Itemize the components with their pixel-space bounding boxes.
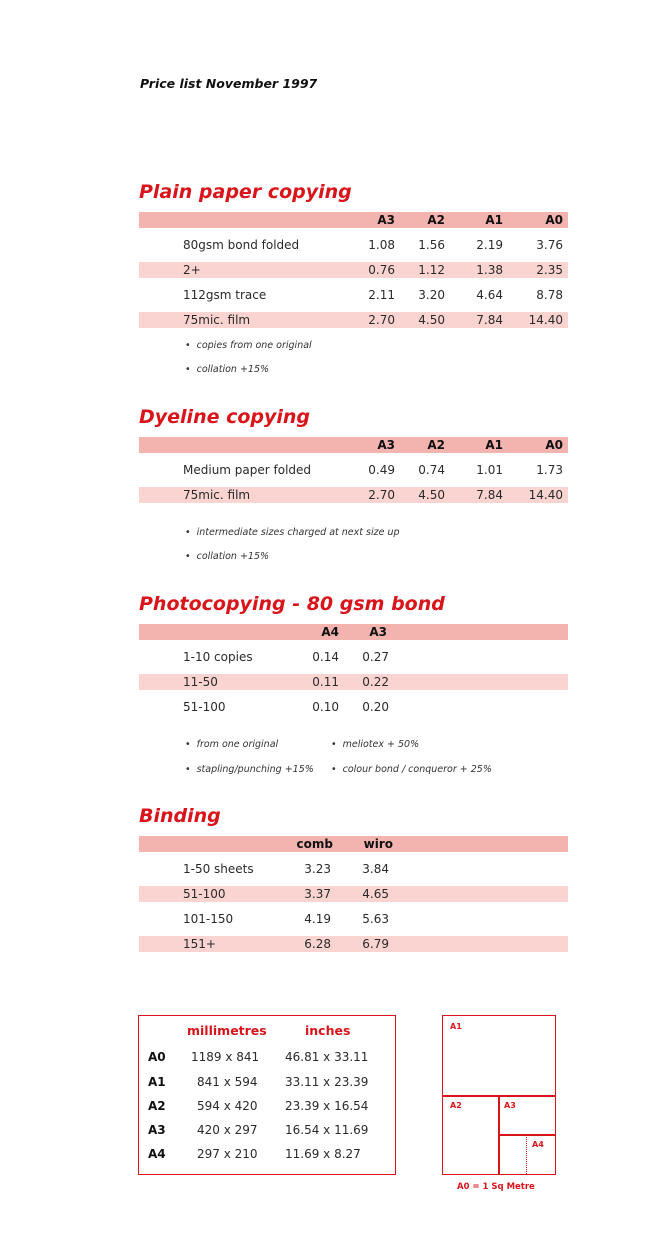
- table-row: [139, 287, 568, 303]
- cell-value: 0.76: [368, 263, 395, 277]
- table-row: [139, 312, 568, 328]
- cell-value: 1.38: [476, 263, 503, 277]
- section-title-photocopying: Photocopying - 80 gsm bond: [139, 593, 445, 615]
- binding-table: [139, 836, 568, 952]
- table-header: [139, 212, 568, 228]
- cell-value: 2.70: [368, 313, 395, 327]
- size-mm: 841 x 594: [197, 1075, 258, 1089]
- dyeline-table: [139, 437, 568, 503]
- size-label: A2: [148, 1099, 166, 1113]
- paper-sizes-box: [138, 1015, 396, 1175]
- note: • intermediate sizes charged at next size up: [185, 527, 400, 538]
- table-row: [139, 262, 568, 278]
- note: • stapling/punching +15%: [185, 764, 314, 775]
- col-header: wiro: [363, 837, 393, 851]
- cell-value: 3.76: [536, 238, 563, 252]
- note: • from one original: [185, 739, 278, 750]
- cell-value: 0.10: [312, 700, 339, 714]
- cell-value: 0.74: [418, 463, 445, 477]
- a-series-diagram: [442, 1015, 556, 1175]
- cell-value: 1.12: [418, 263, 445, 277]
- note: • copies from one original: [185, 340, 312, 351]
- cell-value: 5.63: [362, 912, 389, 926]
- col-header: A3: [377, 213, 395, 227]
- col-header: A3: [377, 438, 395, 452]
- table-row: [139, 911, 568, 927]
- cell-value: 0.11: [312, 675, 339, 689]
- size-inches: 16.54 x 11.69: [285, 1123, 369, 1137]
- size-row: [139, 1049, 395, 1065]
- cell-value: 14.40: [528, 313, 563, 327]
- cell-value: 3.84: [362, 862, 389, 876]
- cell-value: 0.14: [312, 650, 339, 664]
- size-mm: 1189 x 841: [191, 1050, 260, 1064]
- cell-value: 3.20: [418, 288, 445, 302]
- size-inches: 46.81 x 33.11: [285, 1050, 369, 1064]
- cell-value: 0.27: [362, 650, 389, 664]
- section-title-binding: Binding: [139, 805, 221, 827]
- row-label: 75mic. film: [183, 488, 251, 502]
- section-title-dyeline: Dyeline copying: [139, 406, 311, 428]
- label-a4: A4: [532, 1140, 544, 1149]
- size-row: [139, 1122, 395, 1138]
- size-row: [139, 1074, 395, 1090]
- size-mm: 594 x 420: [197, 1099, 258, 1113]
- cell-value: 7.84: [476, 313, 503, 327]
- table-row: [139, 487, 568, 503]
- table-row: [139, 237, 568, 253]
- section-title-plain: Plain paper copying: [139, 181, 352, 203]
- size-label: A1: [148, 1075, 166, 1089]
- col-header: A3: [369, 625, 387, 639]
- cell-value: 8.78: [536, 288, 563, 302]
- table-row: [139, 674, 568, 690]
- col-header: A0: [545, 213, 563, 227]
- diagram-caption: A0 = 1 Sq Metre: [457, 1182, 535, 1192]
- col-header: A1: [485, 438, 503, 452]
- page-header: Price list November 1997: [140, 76, 318, 91]
- cell-value: 4.19: [304, 912, 331, 926]
- col-header: A2: [427, 213, 445, 227]
- row-label: 1-50 sheets: [183, 862, 254, 876]
- cell-value: 0.20: [362, 700, 389, 714]
- note: • collation +15%: [185, 364, 269, 375]
- size-row: [139, 1146, 395, 1162]
- cell-value: 2.70: [368, 488, 395, 502]
- cell-value: 4.50: [418, 488, 445, 502]
- note: • meliotex + 50%: [331, 739, 419, 750]
- table-header: [139, 836, 568, 852]
- cell-value: 2.19: [476, 238, 503, 252]
- size-row: [139, 1098, 395, 1114]
- table-row: [139, 462, 568, 478]
- size-mm: 420 x 297: [197, 1123, 258, 1137]
- size-inches: 23.39 x 16.54: [285, 1099, 369, 1113]
- table-row: [139, 886, 568, 902]
- row-label: 51-100: [183, 700, 226, 714]
- cell-value: 4.64: [476, 288, 503, 302]
- cell-value: 4.50: [418, 313, 445, 327]
- size-inches: 33.11 x 23.39: [285, 1075, 369, 1089]
- cell-value: 6.79: [362, 937, 389, 951]
- table-row: [139, 861, 568, 877]
- cell-value: 1.73: [536, 463, 563, 477]
- table-header: [139, 437, 568, 453]
- cell-value: 1.01: [476, 463, 503, 477]
- cell-value: 4.65: [362, 887, 389, 901]
- cell-value: 6.28: [304, 937, 331, 951]
- inches-header: inches: [305, 1023, 351, 1038]
- cell-value: 0.22: [362, 675, 389, 689]
- size-label: A4: [148, 1147, 166, 1161]
- col-header: A1: [485, 213, 503, 227]
- row-label: 51-100: [183, 887, 226, 901]
- cell-value: 3.37: [304, 887, 331, 901]
- col-header: A2: [427, 438, 445, 452]
- row-label: 11-50: [183, 675, 218, 689]
- table-row: [139, 936, 568, 952]
- millimetres-header: millimetres: [187, 1023, 267, 1038]
- photocopying-table: [139, 624, 568, 715]
- label-a1: A1: [450, 1022, 462, 1031]
- row-label: 1-10 copies: [183, 650, 253, 664]
- table-row: [139, 649, 568, 665]
- table-row: [139, 699, 568, 715]
- size-label: A3: [148, 1123, 166, 1137]
- row-label: 151+: [183, 937, 216, 951]
- cell-value: 2.11: [368, 288, 395, 302]
- row-label: 2+: [183, 263, 201, 277]
- cell-value: 2.35: [536, 263, 563, 277]
- note: • collation +15%: [185, 551, 269, 562]
- row-label: 80gsm bond folded: [183, 238, 300, 252]
- row-label: 101-150: [183, 912, 234, 926]
- row-label: 75mic. film: [183, 313, 251, 327]
- note: • colour bond / conqueror + 25%: [331, 764, 492, 775]
- cell-value: 0.49: [368, 463, 395, 477]
- col-header: A4: [321, 625, 339, 639]
- cell-value: 3.23: [304, 862, 331, 876]
- row-label: 112gsm trace: [183, 288, 267, 302]
- size-label: A0: [148, 1050, 166, 1064]
- row-label: Medium paper folded: [183, 463, 312, 477]
- cell-value: 1.08: [368, 238, 395, 252]
- col-header: A0: [545, 438, 563, 452]
- size-mm: 297 x 210: [197, 1147, 258, 1161]
- cell-value: 14.40: [528, 488, 563, 502]
- table-header: [139, 624, 568, 640]
- cell-value: 1.56: [418, 238, 445, 252]
- size-inches: 11.69 x 8.27: [285, 1147, 361, 1161]
- divider-a4: [526, 1134, 527, 1174]
- label-a2: A2: [450, 1101, 462, 1110]
- label-a3: A3: [504, 1101, 516, 1110]
- cell-value: 7.84: [476, 488, 503, 502]
- col-header: comb: [296, 837, 333, 851]
- plain-table: [139, 212, 568, 328]
